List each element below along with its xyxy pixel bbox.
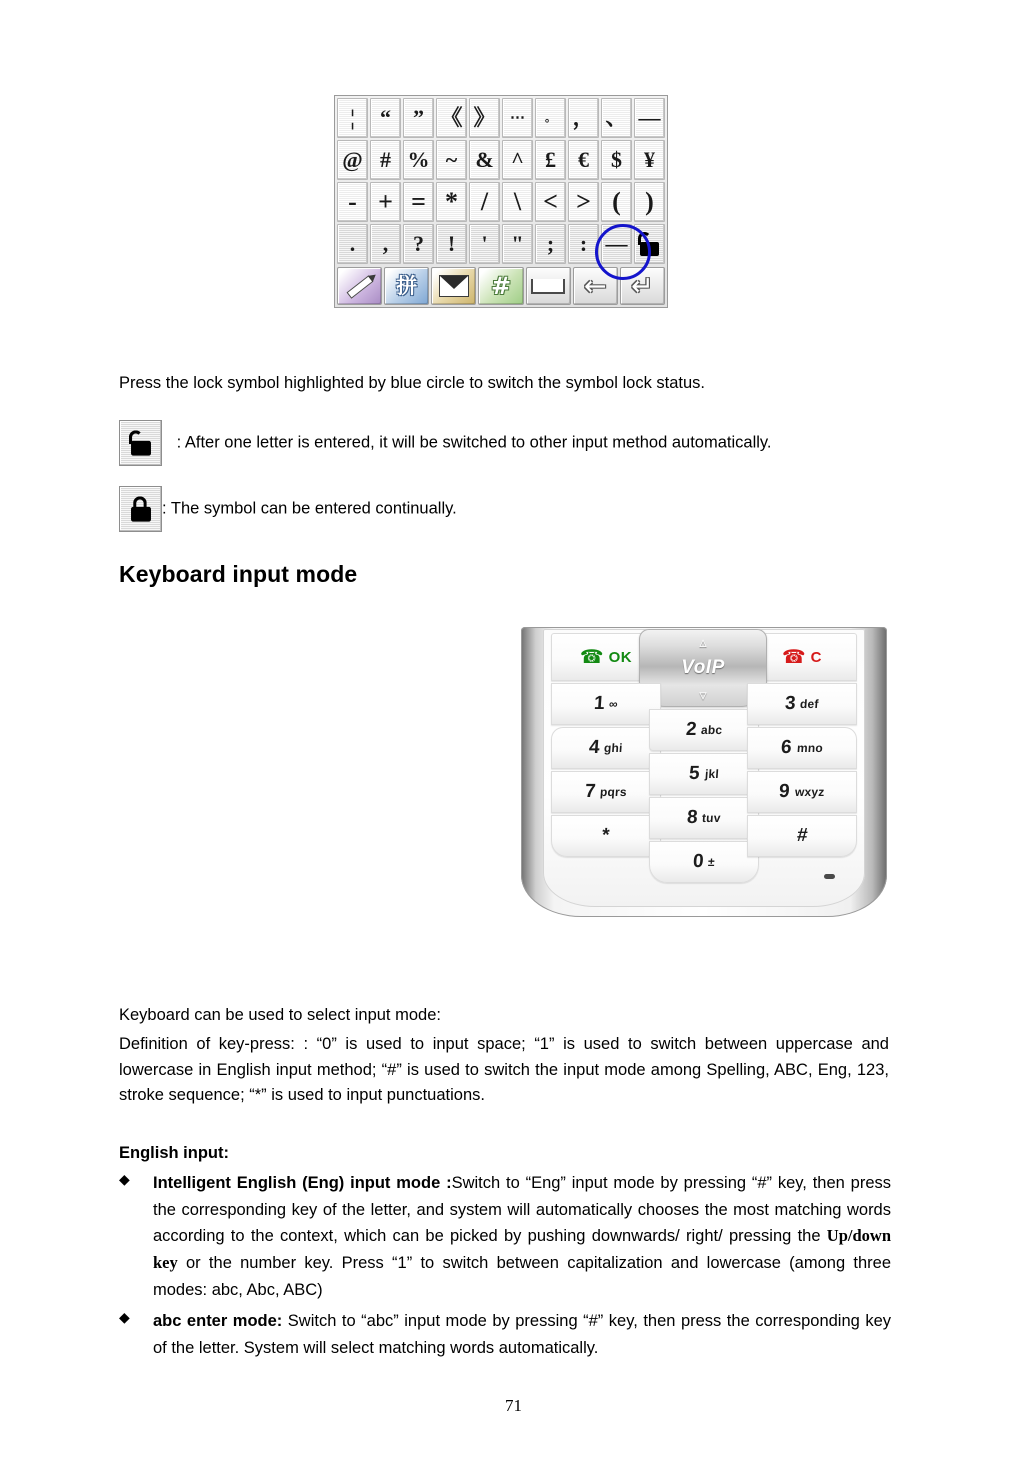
- keyboard-row-1: [336, 97, 666, 139]
- key-ellipsis[interactable]: ⋯: [502, 98, 533, 138]
- function-key-backspace[interactable]: [573, 267, 618, 305]
- key-pound[interactable]: £: [535, 140, 566, 180]
- end-key-label: C: [810, 648, 822, 666]
- key-star[interactable]: [551, 815, 661, 857]
- key-slash[interactable]: /: [469, 182, 500, 222]
- space-icon: [531, 279, 565, 294]
- key-period[interactable]: .: [337, 224, 368, 264]
- lock-closed-chip: [119, 486, 162, 532]
- key-9-number: 9: [778, 781, 791, 802]
- key-7-letters: pqrs: [599, 785, 628, 799]
- key-8[interactable]: [649, 797, 759, 839]
- envelope-icon: [439, 275, 469, 297]
- key-broken-bar[interactable]: ¦: [337, 98, 368, 138]
- hash-icon: #: [490, 272, 512, 300]
- key-1-letters: ∞: [608, 697, 619, 711]
- key-7[interactable]: [551, 771, 661, 813]
- pen-icon: [345, 275, 375, 297]
- key-5[interactable]: [649, 753, 759, 795]
- key-asterisk[interactable]: *: [436, 182, 467, 222]
- key-symbol-lock[interactable]: [634, 224, 665, 264]
- key-question-mark[interactable]: ?: [403, 224, 434, 264]
- key-ideographic-comma[interactable]: 、: [601, 98, 632, 138]
- bullet-abc-body-1: Switch to “abc” input mode by pressing “#” key, then press the corresponding key of the letter. System will select matching words automatically.: [153, 1312, 891, 1357]
- key-8-number: 8: [686, 807, 699, 828]
- keyboard-intro-line: Keyboard can be used to select input mode:: [119, 1006, 441, 1024]
- phone-shell: [521, 627, 887, 917]
- bullet-eng-body-2: or the number key. Press “1” to switch between capitalization and lowercase (among three modes: abc, Abc, ABC): [153, 1254, 891, 1299]
- keyboard-function-row: [336, 266, 666, 306]
- bullet-eng-body-1: Switch to “Eng” input mode by pressing “#” key, then press the corresponding key of the letter, and system will automatically chooses the most matching words according to the context, which can be picked by pushing downwards/ right/ pressing the: [153, 1174, 891, 1246]
- key-1-number: 1: [593, 693, 606, 714]
- key-at[interactable]: @: [337, 140, 368, 180]
- key-minus[interactable]: -: [337, 182, 368, 222]
- key-definition-paragraph: Definition of key-press: : “0” is used to input space; “1” is used to switch between uppercase and lowercase in English input method; “#” is used to switch the input mode among Spelling, ABC, Eng, 123, stroke sequence; “*” is used to input punctuations.: [119, 1035, 889, 1105]
- key-5-number: 5: [688, 763, 701, 784]
- keyboard-row-2: [336, 139, 666, 181]
- key-dollar[interactable]: $: [601, 140, 632, 180]
- nav-key-label: VoIP: [681, 657, 725, 678]
- key-left-angle-bracket[interactable]: 《: [436, 98, 467, 138]
- key-euro[interactable]: €: [568, 140, 599, 180]
- key-exclamation-mark[interactable]: !: [436, 224, 467, 264]
- key-colon[interactable]: :: [568, 224, 599, 264]
- function-key-handwriting[interactable]: [337, 267, 382, 305]
- symbol-keyboard-figure: [334, 95, 668, 308]
- lock-open-chip: [119, 420, 162, 466]
- key-7-number: 7: [584, 781, 597, 802]
- key-yen[interactable]: ¥: [634, 140, 665, 180]
- key-4-number: 4: [588, 737, 601, 758]
- key-3[interactable]: [747, 683, 857, 725]
- bullet-marker: ◆: [119, 1172, 130, 1188]
- key-5-letters: jkl: [704, 767, 720, 781]
- function-key-pinyin[interactable]: [384, 267, 429, 305]
- key-less-than[interactable]: <: [535, 182, 566, 222]
- key-1[interactable]: [551, 683, 661, 725]
- key-9[interactable]: [747, 771, 857, 813]
- key-0-letters: ±: [707, 855, 716, 869]
- function-key-symbols[interactable]: [478, 267, 523, 305]
- key-greater-than[interactable]: >: [568, 182, 599, 222]
- phone-keypad-photo: [521, 627, 887, 917]
- function-key-envelope[interactable]: [431, 267, 476, 305]
- key-4-letters: ghi: [603, 741, 624, 755]
- bullet-item-eng-mode: [119, 1170, 891, 1304]
- lock-open-line: [119, 420, 909, 466]
- enter-icon: ↵: [631, 270, 654, 302]
- lock-closed-description: : The symbol can be entered continually.: [162, 499, 457, 518]
- key-ampersand[interactable]: &: [469, 140, 500, 180]
- keyboard-row-3: [336, 181, 666, 223]
- lock-closed-line: [119, 486, 909, 532]
- bullet-eng-title: Intelligent English (Eng) input mode :: [153, 1174, 452, 1192]
- key-underscore[interactable]: —: [601, 224, 632, 264]
- lock-open-icon: [639, 232, 660, 256]
- key-semicolon[interactable]: ;: [535, 224, 566, 264]
- key-2-number: 2: [684, 719, 697, 740]
- nav-down-icon[interactable]: ▿: [699, 687, 707, 704]
- key-0-number: 0: [692, 851, 705, 872]
- intro-paragraph: Press the lock symbol highlighted by blue circle to switch the symbol lock status.: [119, 374, 706, 392]
- bullet-abc-title: abc enter mode:: [153, 1312, 283, 1330]
- key-percent[interactable]: %: [403, 140, 434, 180]
- bullet-eng-emphasis: Up/down key: [153, 1226, 891, 1273]
- english-input-label: English input:: [119, 1144, 229, 1162]
- backspace-icon: ←: [583, 270, 607, 302]
- red-handset-icon: ☎: [781, 645, 806, 668]
- key-8-letters: tuv: [701, 811, 722, 825]
- key-6-number: 6: [780, 737, 793, 758]
- key-6[interactable]: [747, 727, 857, 769]
- bullet-item-abc-mode: [119, 1308, 891, 1361]
- key-comma[interactable]: ,: [370, 224, 401, 264]
- key-fullwidth-comma[interactable]: ，: [568, 98, 599, 138]
- key-backslash[interactable]: \: [502, 182, 533, 222]
- nav-up-icon[interactable]: ▵: [699, 634, 707, 651]
- lock-open-description: : After one letter is entered, it will be switched to other input method automatically.: [176, 433, 772, 452]
- page-number: 71: [505, 1396, 522, 1415]
- key-hash-phone[interactable]: [747, 815, 857, 857]
- key-right-angle-bracket[interactable]: 》: [469, 98, 500, 138]
- pinyin-icon: 拼: [396, 273, 418, 298]
- lock-closed-icon: [129, 496, 151, 521]
- key-equals[interactable]: =: [403, 182, 434, 222]
- key-hash[interactable]: #: [370, 140, 401, 180]
- key-caret[interactable]: ^: [502, 140, 533, 180]
- key-3-number: 3: [784, 693, 797, 714]
- key-tilde[interactable]: ~: [436, 140, 467, 180]
- keyboard-row-4: [336, 223, 666, 265]
- key-6-letters: mno: [796, 741, 824, 755]
- call-key-label: OK: [608, 648, 633, 666]
- bullet-marker: ◆: [119, 1310, 130, 1326]
- key-em-dash[interactable]: —: [634, 98, 665, 138]
- green-handset-icon: ☎: [579, 645, 604, 668]
- key-ideographic-full-stop[interactable]: 。: [535, 98, 566, 138]
- lock-open-icon: [129, 430, 151, 455]
- key-open-paren[interactable]: (: [601, 182, 632, 222]
- function-key-space[interactable]: [526, 267, 571, 305]
- key-star-number: *: [601, 825, 611, 846]
- key-right-double-quote[interactable]: ”: [403, 98, 434, 138]
- key-apostrophe[interactable]: ': [469, 224, 500, 264]
- symbol-keyboard-panel: [334, 95, 668, 308]
- key-3-letters: def: [799, 697, 820, 711]
- key-9-letters: wxyz: [794, 785, 826, 799]
- key-close-paren[interactable]: ): [634, 182, 665, 222]
- function-key-enter[interactable]: [620, 267, 665, 305]
- key-4[interactable]: [551, 727, 661, 769]
- microphone-icon: [824, 874, 835, 879]
- key-0[interactable]: [649, 841, 759, 883]
- key-hash-number: #: [796, 825, 809, 846]
- key-plus[interactable]: +: [370, 182, 401, 222]
- key-left-double-quote[interactable]: “: [370, 98, 401, 138]
- page-title: Keyboard input mode: [119, 561, 358, 587]
- key-quote[interactable]: ": [502, 224, 533, 264]
- key-2-letters: abc: [700, 723, 723, 737]
- key-2[interactable]: [649, 709, 759, 751]
